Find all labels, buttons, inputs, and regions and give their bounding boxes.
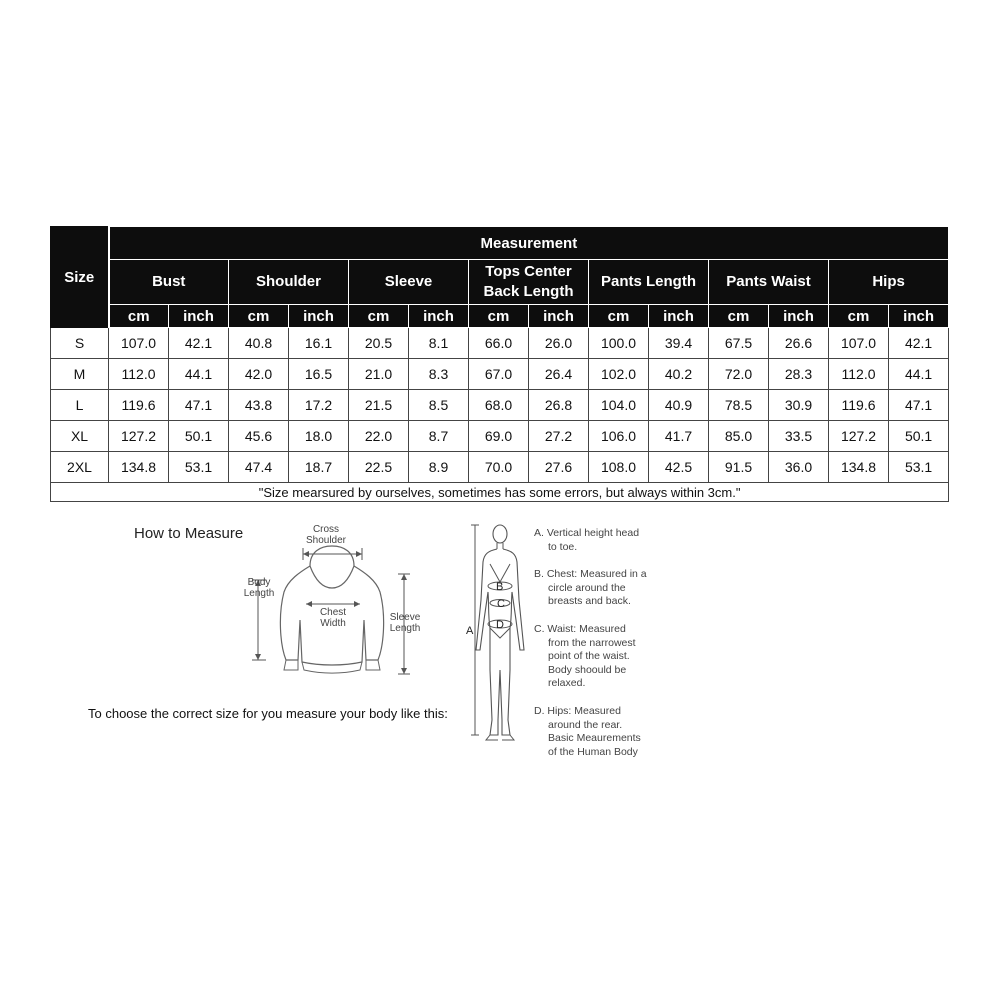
value-cell: 33.5 [769, 421, 829, 452]
measurement-note: "Size mearsured by ourselves, sometimes has some errors, but always within 3cm." [51, 483, 949, 502]
value-cell: 50.1 [889, 421, 949, 452]
value-cell: 44.1 [889, 359, 949, 390]
value-cell: 107.0 [829, 328, 889, 359]
table-row [51, 359, 949, 390]
value-cell: 67.5 [709, 328, 769, 359]
unit-cm: cm [469, 305, 529, 328]
value-cell: 107.0 [109, 328, 169, 359]
value-cell: 18.7 [289, 452, 349, 483]
letter-b: B [496, 581, 504, 593]
value-cell: 72.0 [709, 359, 769, 390]
unit-inch: inch [289, 305, 349, 328]
size-cell: 2XL [51, 452, 109, 483]
how-to-measure-title: How to Measure [134, 525, 244, 542]
value-cell: 134.8 [109, 452, 169, 483]
value-cell: 27.6 [529, 452, 589, 483]
group-sleeve: Sleeve [349, 260, 469, 305]
value-cell: 42.0 [229, 359, 289, 390]
value-cell: 70.0 [469, 452, 529, 483]
value-cell: 50.1 [169, 421, 229, 452]
value-cell: 42.1 [889, 328, 949, 359]
size-cell: XL [51, 421, 109, 452]
choose-size-note: To choose the correct size for you measure your body like this: [88, 706, 448, 721]
unit-cm: cm [109, 305, 169, 328]
value-cell: 53.1 [889, 452, 949, 483]
unit-inch: inch [649, 305, 709, 328]
value-cell: 42.1 [169, 328, 229, 359]
size-cell: L [51, 390, 109, 421]
group-pants-length: Pants Length [589, 260, 709, 305]
value-cell: 102.0 [589, 359, 649, 390]
value-cell: 8.9 [409, 452, 469, 483]
value-cell: 67.0 [469, 359, 529, 390]
cross-shoulder-label: Cross Shoulder [305, 524, 347, 546]
value-cell: 27.2 [529, 421, 589, 452]
value-cell: 119.6 [109, 390, 169, 421]
value-cell: 47.4 [229, 452, 289, 483]
value-cell: 42.5 [649, 452, 709, 483]
legend-a-text: A. Vertical height head to toe. [534, 527, 640, 553]
value-cell: 26.4 [529, 359, 589, 390]
value-cell: 40.2 [649, 359, 709, 390]
value-cell: 8.1 [409, 328, 469, 359]
value-cell: 26.0 [529, 328, 589, 359]
value-cell: 66.0 [469, 328, 529, 359]
value-cell: 21.0 [349, 359, 409, 390]
size-header: Size [51, 227, 109, 328]
value-cell: 22.5 [349, 452, 409, 483]
measurement-header-row [51, 227, 949, 260]
legend-c-text: C. Waist: Measured from the narrowest point of the waist. Body shoould be relaxed. [534, 623, 636, 689]
legend-c [534, 623, 636, 691]
size-chart-table [50, 226, 949, 502]
unit-cm: cm [589, 305, 649, 328]
value-cell: 28.3 [769, 359, 829, 390]
unit-inch: inch [529, 305, 589, 328]
legend-d-text: D. Hips: Measured around the rear. Basic Meaurements of the Human Body [534, 705, 641, 758]
value-cell: 40.8 [229, 328, 289, 359]
value-cell: 108.0 [589, 452, 649, 483]
value-cell: 43.8 [229, 390, 289, 421]
letter-c: C [497, 598, 505, 610]
table-row [51, 328, 949, 359]
legend-a [534, 527, 639, 554]
legend-d [534, 705, 641, 759]
table-row [51, 390, 949, 421]
unit-cm: cm [829, 305, 889, 328]
value-cell: 36.0 [769, 452, 829, 483]
unit-inch: inch [169, 305, 229, 328]
value-cell: 112.0 [829, 359, 889, 390]
value-cell: 69.0 [469, 421, 529, 452]
group-bust: Bust [109, 260, 229, 305]
group-shoulder: Shoulder [229, 260, 349, 305]
group-hips: Hips [829, 260, 949, 305]
value-cell: 16.1 [289, 328, 349, 359]
legend-b-text: B. Chest: Measured in a circle around the breasts and back. [534, 568, 647, 607]
value-cell: 68.0 [469, 390, 529, 421]
size-cell: S [51, 328, 109, 359]
value-cell: 26.8 [529, 390, 589, 421]
value-cell: 30.9 [769, 390, 829, 421]
value-cell: 21.5 [349, 390, 409, 421]
table-note-row [51, 483, 949, 502]
value-cell: 22.0 [349, 421, 409, 452]
value-cell: 134.8 [829, 452, 889, 483]
unit-inch: inch [409, 305, 469, 328]
body-figure-diagram [460, 520, 540, 755]
letter-a: A [466, 625, 474, 637]
value-cell: 91.5 [709, 452, 769, 483]
value-cell: 106.0 [589, 421, 649, 452]
unit-inch: inch [769, 305, 829, 328]
value-cell: 53.1 [169, 452, 229, 483]
value-cell: 127.2 [109, 421, 169, 452]
group-tops-center-back-length: Tops Center Back Length [469, 260, 589, 305]
letter-d: D [496, 619, 504, 631]
sleeve-length-label: Sleeve Length [389, 612, 421, 634]
value-cell: 47.1 [169, 390, 229, 421]
value-cell: 127.2 [829, 421, 889, 452]
chest-width-label: Chest Width [319, 607, 347, 629]
size-cell: M [51, 359, 109, 390]
group-pants-waist: Pants Waist [709, 260, 829, 305]
value-cell: 104.0 [589, 390, 649, 421]
value-cell: 41.7 [649, 421, 709, 452]
legend-b [534, 568, 647, 609]
measurement-header: Measurement [109, 227, 949, 260]
value-cell: 8.5 [409, 390, 469, 421]
value-cell: 8.3 [409, 359, 469, 390]
unit-row [51, 305, 949, 328]
value-cell: 17.2 [289, 390, 349, 421]
value-cell: 119.6 [829, 390, 889, 421]
value-cell: 45.6 [229, 421, 289, 452]
measurement-group-row [51, 260, 949, 305]
unit-inch: inch [889, 305, 949, 328]
value-cell: 44.1 [169, 359, 229, 390]
value-cell: 112.0 [109, 359, 169, 390]
value-cell: 40.9 [649, 390, 709, 421]
value-cell: 26.6 [769, 328, 829, 359]
value-cell: 78.5 [709, 390, 769, 421]
value-cell: 100.0 [589, 328, 649, 359]
value-cell: 85.0 [709, 421, 769, 452]
value-cell: 47.1 [889, 390, 949, 421]
unit-cm: cm [349, 305, 409, 328]
table-row [51, 452, 949, 483]
unit-cm: cm [229, 305, 289, 328]
value-cell: 20.5 [349, 328, 409, 359]
unit-cm: cm [709, 305, 769, 328]
value-cell: 18.0 [289, 421, 349, 452]
value-cell: 16.5 [289, 359, 349, 390]
table-row [51, 421, 949, 452]
value-cell: 8.7 [409, 421, 469, 452]
body-length-label: Body Length [243, 577, 275, 599]
value-cell: 39.4 [649, 328, 709, 359]
